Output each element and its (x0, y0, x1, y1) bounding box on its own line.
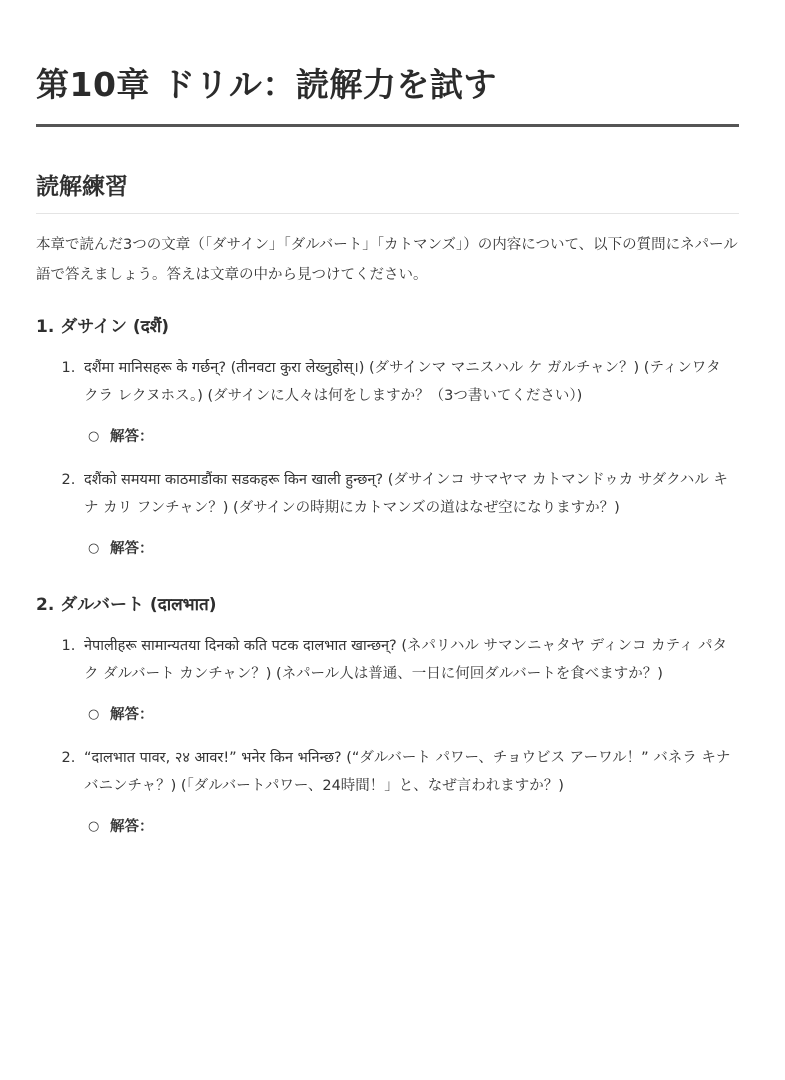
answer-list (84, 700, 739, 730)
answer-item (88, 534, 739, 564)
answer-list (84, 422, 739, 452)
answer-label: 解答： (110, 819, 154, 835)
answer-list (84, 534, 739, 564)
answer-label: 解答： (110, 541, 154, 557)
answer-item (88, 700, 739, 730)
section-title: 読解練習 (36, 171, 739, 214)
question-text: “दालभात पावर, २४ आवर!” भनेर किन भनिन्छ? (“ダルバート パワー、チョウビス アーワル！” バネラ キナ バニンチャ？) (「ダルバートパワー、24時間！」と、なぜ言われますか？) (84, 750, 731, 794)
question-text: नेपालीहरू सामान्यतया दिनको कति पटक दालभात खान्छन्? (ネパリハル サマンニャタヤ ディンコ カティ パタク ダルバート カンチャン？) (ネパール人は普通、一日に何回ダルバートを食べますか？) (84, 638, 728, 682)
page-title: 第10章 ドリル：読解力を試す (36, 0, 739, 127)
topic-dasain (36, 312, 739, 564)
intro-paragraph: 本章で読んだ3つの文章（「ダサイン」「ダルバート」「カトマンズ」）の内容について、以下の質問にネパール語で答えましょう。答えは文章の中から見つけてください。 (36, 237, 738, 283)
topic-heading: 1. ダサイン (दशैं) (36, 317, 170, 337)
answer-item (88, 422, 739, 452)
question-item (80, 466, 739, 564)
answer-label: 解答： (110, 707, 154, 723)
answer-label: 解答： (110, 429, 154, 445)
answer-list (84, 812, 739, 842)
circle-bullet-icon: ○ (88, 819, 100, 834)
question-item (80, 354, 739, 452)
answer-item (88, 812, 739, 842)
topic-heading: 2. ダルバート (दालभात) (36, 595, 217, 615)
question-list (36, 632, 739, 842)
question-item (80, 744, 739, 842)
circle-bullet-icon: ○ (88, 429, 100, 444)
circle-bullet-icon: ○ (88, 707, 100, 722)
question-list (36, 354, 739, 564)
topic-dalbhat (36, 590, 739, 842)
question-text: दशैंको समयमा काठमाडौंका सडकहरू किन खाली हुन्छन्? (ダサインコ サマヤマ カトマンドゥカ サダクハル キナ カリ フンチャン？) (ダサインの時期にカトマンズの道はなぜ空になりますか？) (84, 472, 728, 516)
question-text: दशैंमा मानिसहरू के गर्छन्? (तीनवटा कुरा लेख्नुहोस्।) (ダサインマ マニスハル ケ ガルチャン？) (ティンワタ クラ レクヌホス。) (ダサインに人々は何をしますか？（3つ書いてください）) (84, 360, 721, 404)
circle-bullet-icon: ○ (88, 541, 100, 556)
question-item (80, 632, 739, 730)
